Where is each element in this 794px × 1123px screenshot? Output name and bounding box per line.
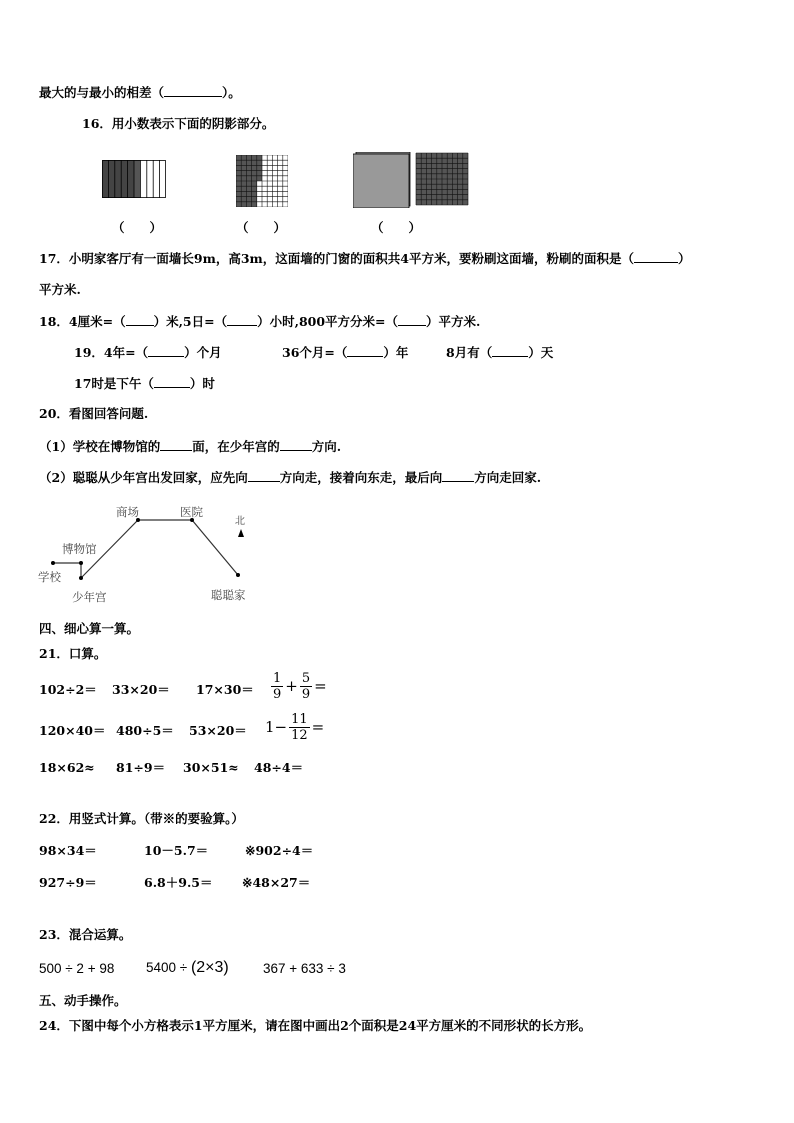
question-16-title: 16．用小数表示下面的阴影部分。: [82, 116, 275, 131]
fraction: $\frac{1}{9}$: [273, 671, 282, 702]
mixed-expression-3: 367 + 633 ÷ 3: [263, 961, 346, 976]
question-19-part-c: 8月有（ ）天: [446, 345, 554, 360]
map-label-north: 北: [235, 516, 245, 527]
calc-item: 17×30＝: [196, 682, 254, 697]
fraction-expression-1: $\frac{1}{9}$ + $\frac{5}{9}$ =: [273, 671, 327, 702]
figure-bars: [102, 160, 166, 198]
calc-item: 18×62≈: [39, 760, 95, 775]
map-label-museum: 博物馆: [62, 542, 97, 556]
question-20-part-1: （1）学校在博物馆的 面，在少年宫的 方向.: [39, 439, 342, 454]
calc-item: 480÷5＝: [116, 723, 174, 738]
question-17: 17．小明家客厅有一面墙长9m，高3m，这面墙的门窗的面积共4平方米，要粉刷这面墙，粉刷的面积是（ ）: [39, 251, 691, 266]
map-label-hospital: 医院: [180, 505, 203, 519]
answer-blank: [492, 344, 528, 357]
map-label-congcong-home: 聪聪家: [211, 588, 246, 602]
calc-item: 120×40＝: [39, 723, 106, 738]
figure-grid-partial: [236, 155, 288, 207]
answer-blank: [634, 250, 678, 263]
vertical-calc-item: ※902÷4＝: [245, 843, 314, 858]
question-17-unit: 平方米.: [39, 282, 81, 297]
answer-blank: [160, 438, 192, 451]
map-label-school: 学校: [38, 570, 61, 584]
mixed-expression-1: 500 ÷ 2 + 98: [39, 961, 115, 976]
answer-paren-3: （ ）: [371, 220, 422, 235]
calc-item: 30×51≈: [183, 760, 239, 775]
question-18: 18．4厘米=（ ）米,5日=（ ）小时,800平方分米=（ ）平方米.: [39, 314, 481, 329]
mixed-expression-2: 5400 ÷ (2×3): [146, 959, 229, 976]
answer-blank: [164, 84, 222, 97]
question-19-part-d: 17时是下午（ ）时: [74, 376, 215, 391]
question-20-title: 20．看图回答问题.: [39, 406, 149, 421]
vertical-calc-item: 98×34＝: [39, 843, 97, 858]
answer-blank: [280, 438, 312, 451]
answer-blank: [148, 344, 184, 357]
figure-square-and-grid: [353, 152, 469, 208]
section-5-heading: 五、动手操作。: [39, 993, 127, 1008]
fraction: $\frac{11}{12}$: [291, 712, 308, 743]
calc-item: 81÷9＝: [116, 760, 166, 775]
vertical-calc-item: 6.8＋9.5＝: [144, 875, 213, 890]
map-label-youth-palace: 少年宫: [72, 590, 107, 604]
question-19-part-a: 19．4年=（ ）个月: [74, 345, 222, 360]
question-23-title: 23．混合运算。: [39, 927, 132, 942]
question-24: 24．下图中每个小方格表示1平方厘米，请在图中画出2个面积是24平方厘米的不同形状的长方形。: [39, 1018, 592, 1033]
calc-item: 48÷4＝: [254, 760, 304, 775]
answer-blank: [126, 313, 154, 326]
question-15-tail: 最大的与最小的相差（ ）。: [39, 85, 241, 100]
fraction-expression-2: 1− $\frac{11}{12}$ =: [265, 712, 325, 743]
map-label-mall: 商场: [116, 505, 139, 519]
question-20-part-2: （2）聪聪从少年宫出发回家，应先向 方向走，接着向东走，最后向 方向走回家.: [39, 470, 542, 485]
answer-blank: [248, 469, 280, 482]
calc-item: 33×20＝: [112, 682, 170, 697]
vertical-calc-item: ※48×27＝: [242, 875, 311, 890]
answer-paren-1: （ ）: [112, 220, 163, 235]
answer-blank: [442, 469, 474, 482]
calc-item: 102÷2＝: [39, 682, 97, 697]
question-22-title: 22．用竖式计算。（带※的要验算。）: [39, 811, 244, 826]
question-21-title: 21．口算。: [39, 646, 107, 661]
answer-blank: [227, 313, 257, 326]
answer-blank: [398, 313, 426, 326]
vertical-calc-item: 10－5.7＝: [144, 843, 209, 858]
calc-item: 53×20＝: [189, 723, 247, 738]
fraction: $\frac{5}{9}$: [301, 671, 311, 702]
question-19-part-b: 36个月=（ ）年: [282, 345, 409, 360]
answer-blank: [347, 344, 383, 357]
vertical-calc-item: 927÷9＝: [39, 875, 97, 890]
answer-paren-2: （ ）: [236, 220, 287, 235]
section-4-heading: 四、细心算一算。: [39, 621, 140, 636]
answer-blank: [154, 375, 190, 388]
